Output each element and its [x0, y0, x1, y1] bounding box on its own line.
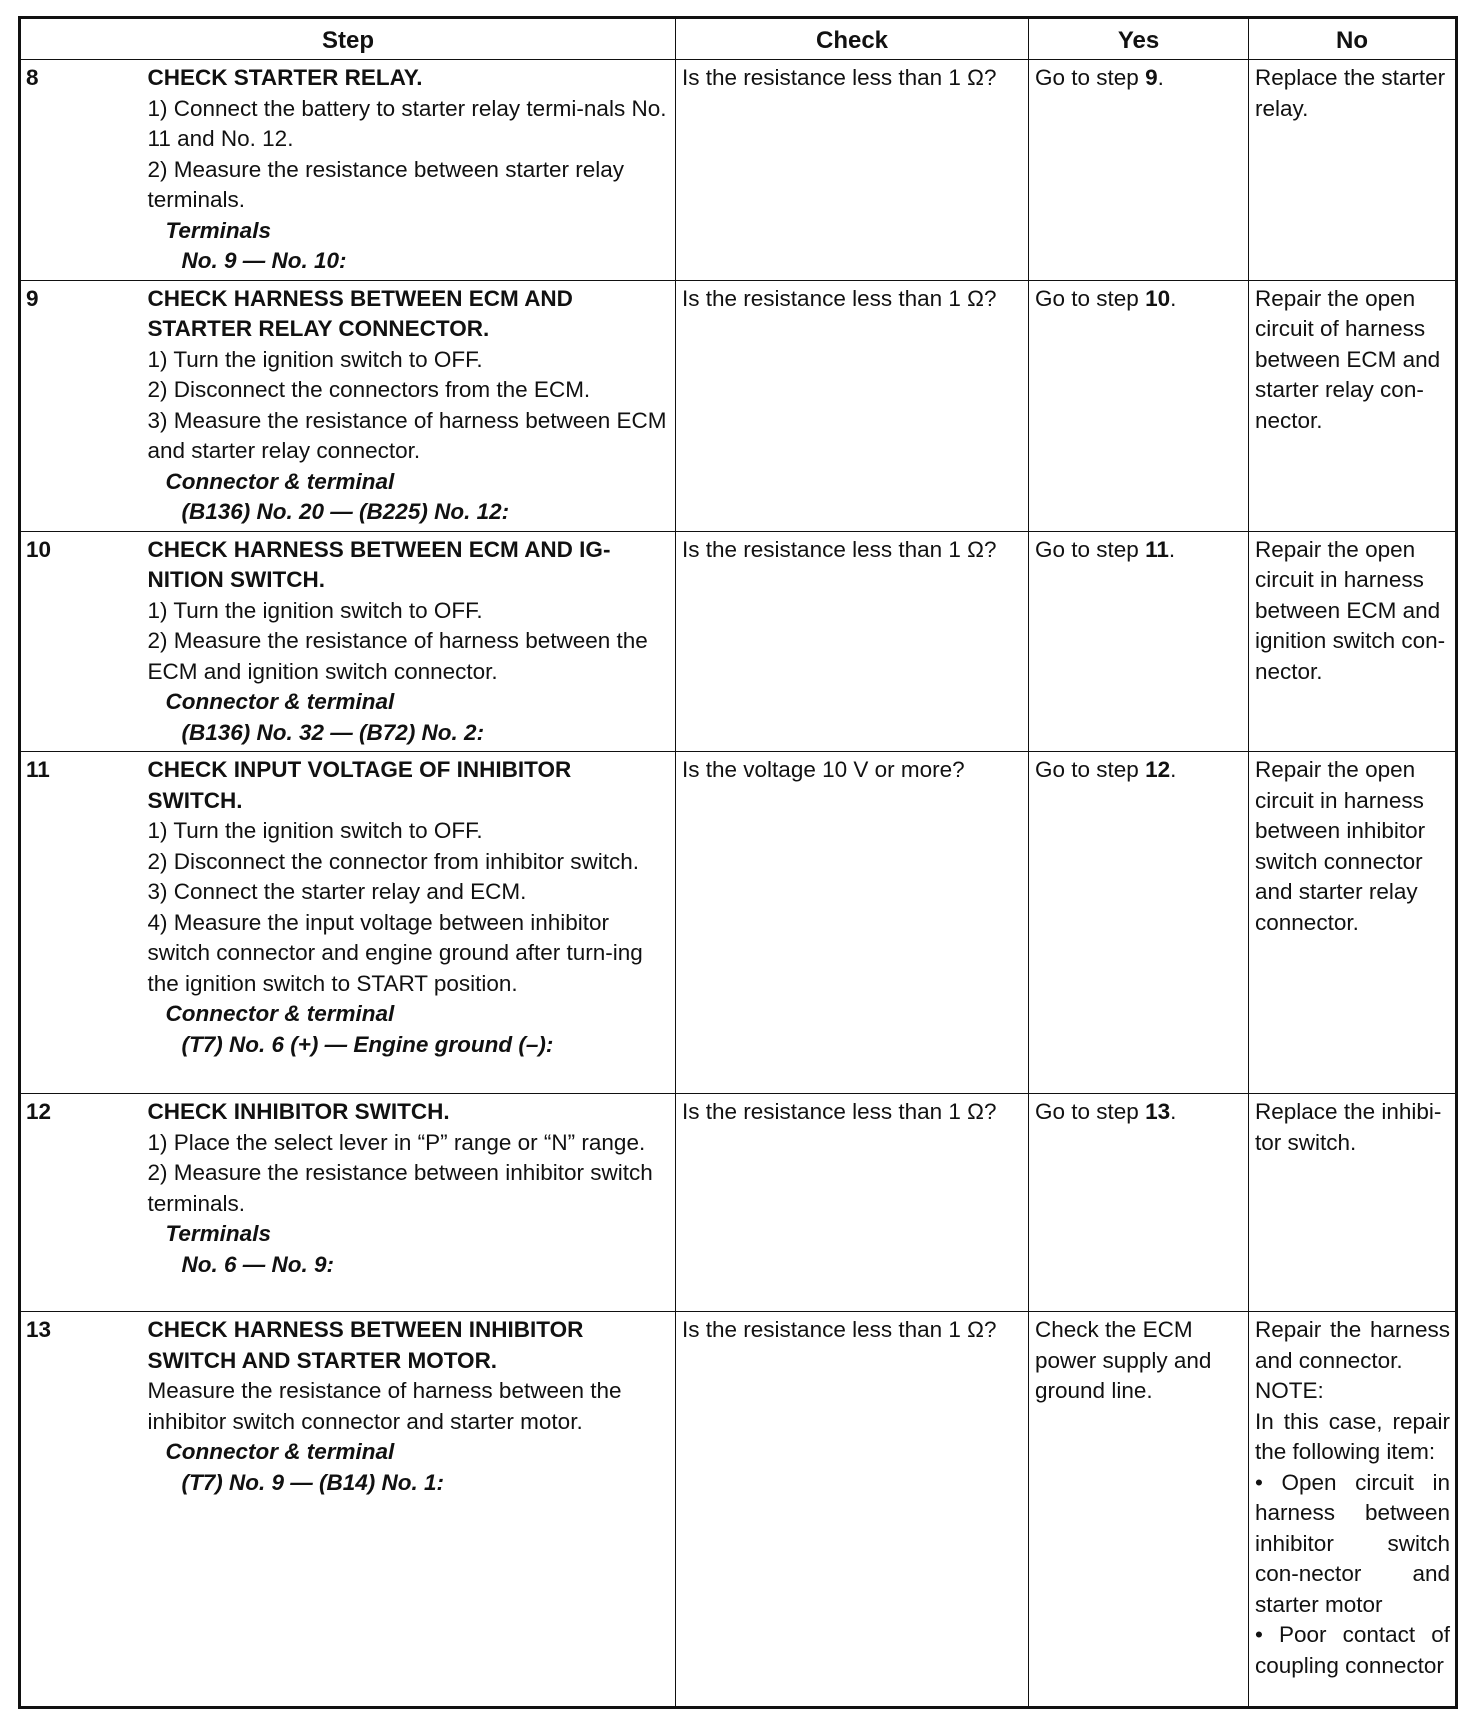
spec-label: Connector & terminal: [165, 1439, 395, 1464]
yes-prefix: Go to step: [1035, 757, 1146, 782]
step-instruction: 1) Turn the ignition switch to OFF.: [147, 818, 483, 843]
no-remedy: Repair the harness and connector.: [1255, 1317, 1451, 1373]
step-instruction: 3) Connect the starter relay and ECM.: [147, 879, 527, 904]
yes-step-ref: 13: [1145, 1099, 1171, 1124]
yes-suffix: .: [1170, 757, 1177, 782]
yes-cell: [1029, 1094, 1249, 1312]
spec-value: (B136) No. 20 — (B225) No. 12:: [181, 499, 510, 524]
header-check: Check: [676, 18, 1029, 60]
diagnostic-table: [18, 16, 1458, 1709]
yes-cell: [1029, 752, 1249, 1094]
step-instruction: 2) Disconnect the connector from inhibitor switch.: [147, 848, 639, 874]
step-number: 12: [20, 1094, 140, 1312]
step-title: CHECK HARNESS BETWEEN ECM AND IG-NITION SWITCH.: [147, 536, 611, 592]
step-number: 11: [20, 752, 140, 1094]
spec-value: No. 6 — No. 9:: [181, 1251, 335, 1277]
table-header-row: [20, 18, 1457, 60]
step-instruction: 4) Measure the input voltage between inhibitor switch connector and engine ground after turn-ing the ignition switch to START position.: [147, 909, 643, 996]
step-instruction: 2) Measure the resistance between starter relay terminals.: [147, 156, 624, 212]
step-number: 8: [20, 60, 140, 281]
yes-prefix: Go to step: [1035, 1099, 1146, 1124]
check-cell: Is the voltage 10 V or more?: [676, 752, 1029, 1094]
table-row: [20, 1094, 1457, 1312]
yes-prefix: Go to step: [1035, 536, 1146, 562]
yes-step-ref: 11: [1145, 536, 1169, 562]
note-bullet: • Open circuit in harness between inhibitor switch con-nector and starter motor: [1255, 1469, 1451, 1617]
yes-cell: Check the ECM power supply and ground line.: [1029, 1312, 1249, 1708]
yes-step-ref: 10: [1145, 285, 1171, 311]
step-title: CHECK INHIBITOR SWITCH.: [147, 1099, 450, 1124]
spec-value: (B136) No. 32 — (B72) No. 2:: [181, 719, 485, 745]
spec-value: (T7) No. 9 — (B14) No. 1:: [181, 1469, 445, 1495]
no-cell: Repair the open circuit in harness between ECM and ignition switch con-nector.: [1249, 531, 1457, 752]
note-bullet: • Poor contact of coupling connector: [1255, 1622, 1451, 1678]
yes-step-ref: 9: [1145, 65, 1158, 90]
spec-value: (T7) No. 6 (+) — Engine ground (–):: [181, 1031, 554, 1057]
check-cell: Is the resistance less than 1 Ω?: [676, 1312, 1029, 1708]
step-number: 13: [20, 1312, 140, 1708]
step-instruction: 1) Turn the ignition switch to OFF.: [147, 346, 483, 372]
no-cell: Repair the open circuit in harness between inhibitor switch connector and starter relay connector.: [1249, 752, 1457, 1094]
step-title: CHECK HARNESS BETWEEN ECM AND STARTER RELAY CONNECTOR.: [147, 285, 573, 341]
spec-label: Terminals: [165, 1221, 271, 1246]
step-title: CHECK INPUT VOLTAGE OF INHIBITOR SWITCH.: [147, 757, 572, 813]
yes-suffix: .: [1157, 65, 1164, 90]
header-no: No: [1249, 18, 1457, 60]
note-text: In this case, repair the following item:: [1255, 1408, 1451, 1464]
step-instruction: 2) Measure the resistance between inhibitor switch terminals.: [147, 1160, 653, 1216]
step-number: 9: [20, 280, 140, 531]
yes-cell: [1029, 60, 1249, 281]
no-cell: Repair the open circuit of harness between ECM and starter relay con-nector.: [1249, 280, 1457, 531]
yes-cell: [1029, 531, 1249, 752]
step-description: [140, 280, 676, 531]
spec-label: Connector & terminal: [165, 468, 395, 494]
step-title: CHECK HARNESS BETWEEN INHIBITOR SWITCH AND STARTER MOTOR.: [147, 1317, 584, 1373]
step-instruction: 1) Place the select lever in “P” range or “N” range.: [147, 1129, 646, 1155]
step-description: [140, 1312, 676, 1708]
table-row: [20, 1312, 1457, 1708]
check-cell: Is the resistance less than 1 Ω?: [676, 60, 1029, 281]
spec-value: No. 9 — No. 10:: [181, 248, 347, 273]
note-heading: NOTE:: [1255, 1378, 1324, 1403]
step-description: [140, 60, 676, 281]
step-instruction: 1) Connect the battery to starter relay termi-nals No. 11 and No. 12.: [147, 95, 667, 151]
step-description: [140, 1094, 676, 1312]
step-number: 10: [20, 531, 140, 752]
yes-suffix: .: [1170, 285, 1177, 311]
no-cell: [1249, 1312, 1457, 1708]
spec-label: Connector & terminal: [165, 1001, 395, 1026]
spec-label: Terminals: [165, 217, 271, 243]
step-instruction: 2) Measure the resistance of harness between the ECM and ignition switch connector.: [147, 628, 648, 684]
yes-suffix: .: [1170, 1099, 1177, 1124]
yes-suffix: .: [1168, 536, 1176, 562]
no-cell: Replace the inhibi-tor switch.: [1249, 1094, 1457, 1312]
yes-step-ref: 12: [1145, 757, 1171, 782]
yes-prefix: Go to step: [1035, 285, 1146, 311]
no-cell: Replace the starter relay.: [1249, 60, 1457, 281]
step-title: CHECK STARTER RELAY.: [147, 65, 423, 90]
step-description: [140, 752, 676, 1094]
check-cell: Is the resistance less than 1 Ω?: [676, 531, 1029, 752]
yes-prefix: Go to step: [1035, 65, 1146, 90]
step-description: [140, 531, 676, 752]
header-yes: Yes: [1029, 18, 1249, 60]
yes-cell: [1029, 280, 1249, 531]
table-row: [20, 531, 1457, 752]
check-cell: Is the resistance less than 1 Ω?: [676, 280, 1029, 531]
header-step: Step: [20, 18, 676, 60]
table-row: [20, 60, 1457, 281]
spec-label: Connector & terminal: [165, 689, 395, 714]
check-cell: Is the resistance less than 1 Ω?: [676, 1094, 1029, 1312]
step-instruction: Measure the resistance of harness between the inhibitor switch connector and starter motor.: [147, 1378, 622, 1434]
diagnostic-table-sheet: [18, 16, 1455, 1709]
step-instruction: 2) Disconnect the connectors from the ECM.: [147, 377, 591, 402]
step-instruction: 1) Turn the ignition switch to OFF.: [147, 597, 483, 623]
table-row: [20, 280, 1457, 531]
step-instruction: 3) Measure the resistance of harness between ECM and starter relay connector.: [147, 407, 667, 463]
table-row: [20, 752, 1457, 1094]
